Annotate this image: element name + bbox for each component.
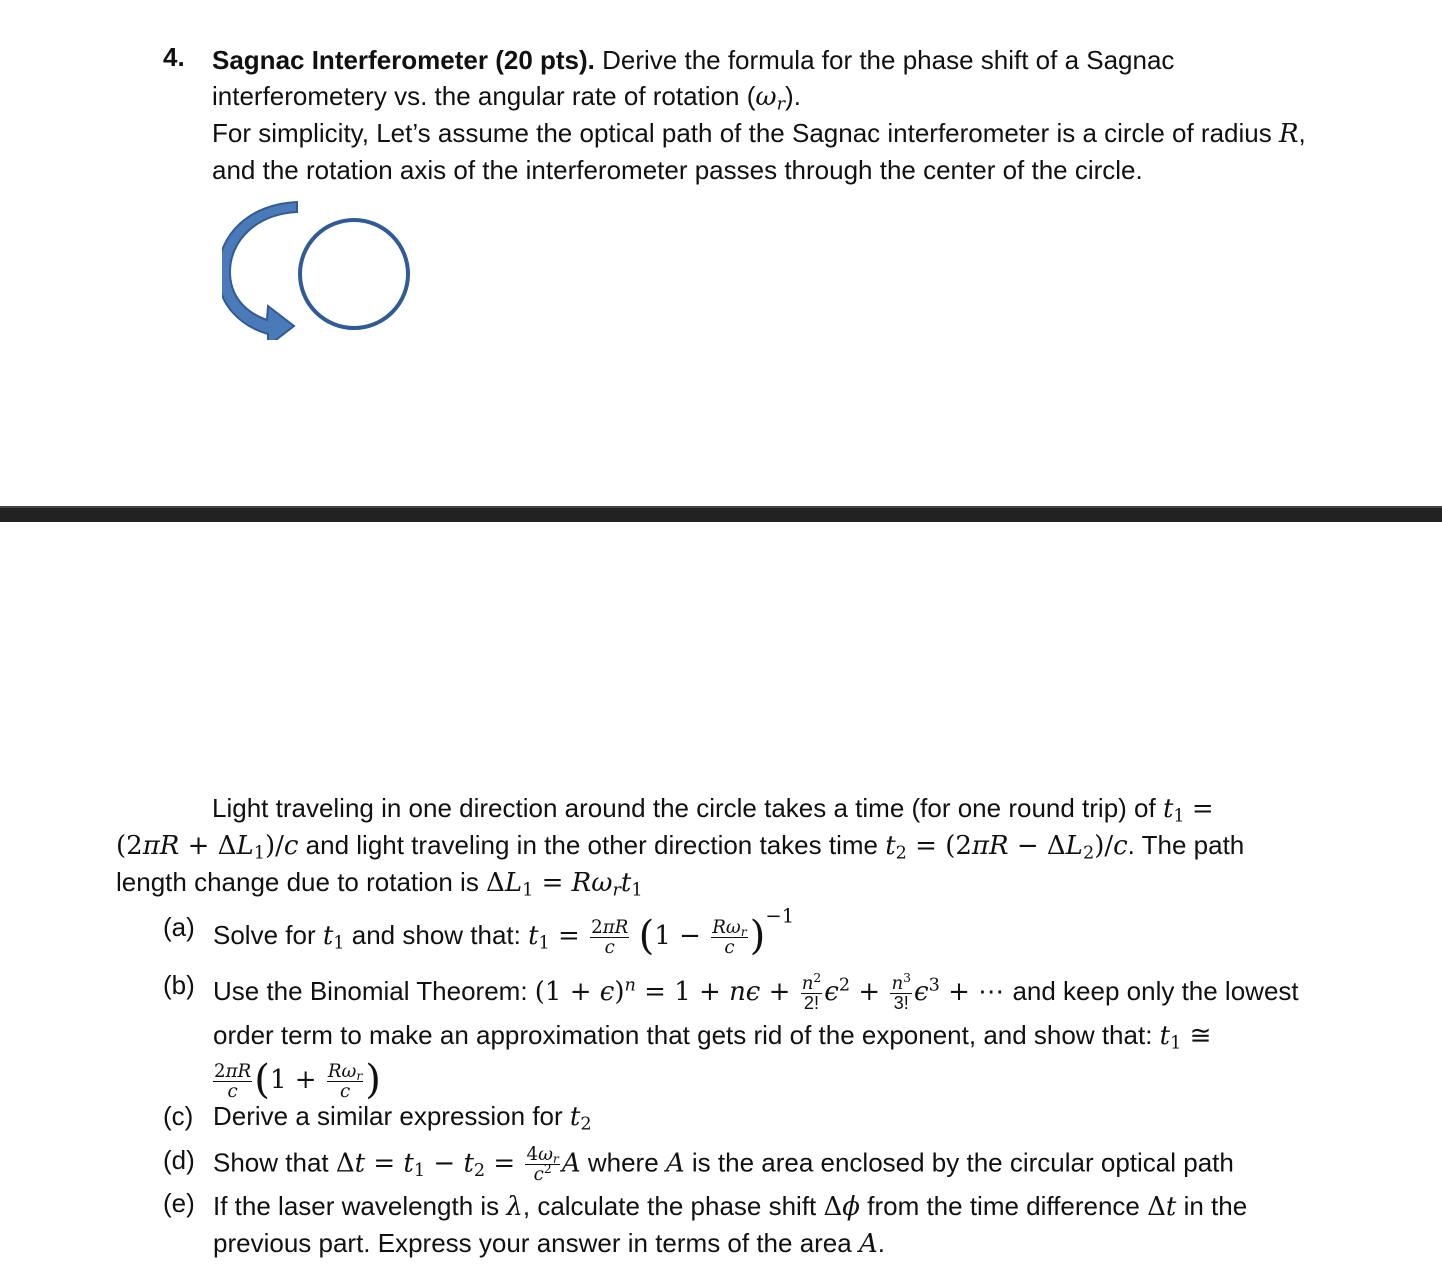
page-divider: [0, 506, 1442, 522]
problem-line-1: Sagnac Interferometer (20 pts). Derive the formula for the phase shift of a Sagnac: [212, 45, 1175, 75]
intro-paragraph: [116, 790, 1316, 901]
intro-line-2: $(2\pi R + \Delta L_1)/c$ and light traveling in the other direction takes time $t_2 = (2\pi R - \Delta L_2)/c$. The path: [116, 830, 1245, 864]
optical-path-circle: [300, 220, 408, 328]
sagnac-diagram: [222, 200, 422, 340]
intro-line-3: length change due to rotation is $\Delta L_1 = R\omega_rt_1$: [116, 867, 643, 901]
rotation-arrow-icon: [222, 202, 297, 340]
problem-line-2: interferometery vs. the angular rate of rotation $(\omega_r)$.: [212, 81, 801, 115]
problem-line-3: For simplicity, Let’s assume the optical path of the Sagnac interferometer is a circle of radius R,: [212, 118, 1306, 149]
problem-line-4: and the rotation axis of the interferometer passes through the center of the circle.: [212, 155, 1143, 185]
intro-line-1: Light traveling in one direction around the circle takes a time (for one round trip) of $t_1$ =: [212, 793, 1214, 827]
problem-statement: [212, 42, 1392, 188]
problem-number: 4.: [163, 42, 185, 72]
problem-title: Sagnac Interferometer (20 pts).: [212, 45, 595, 75]
